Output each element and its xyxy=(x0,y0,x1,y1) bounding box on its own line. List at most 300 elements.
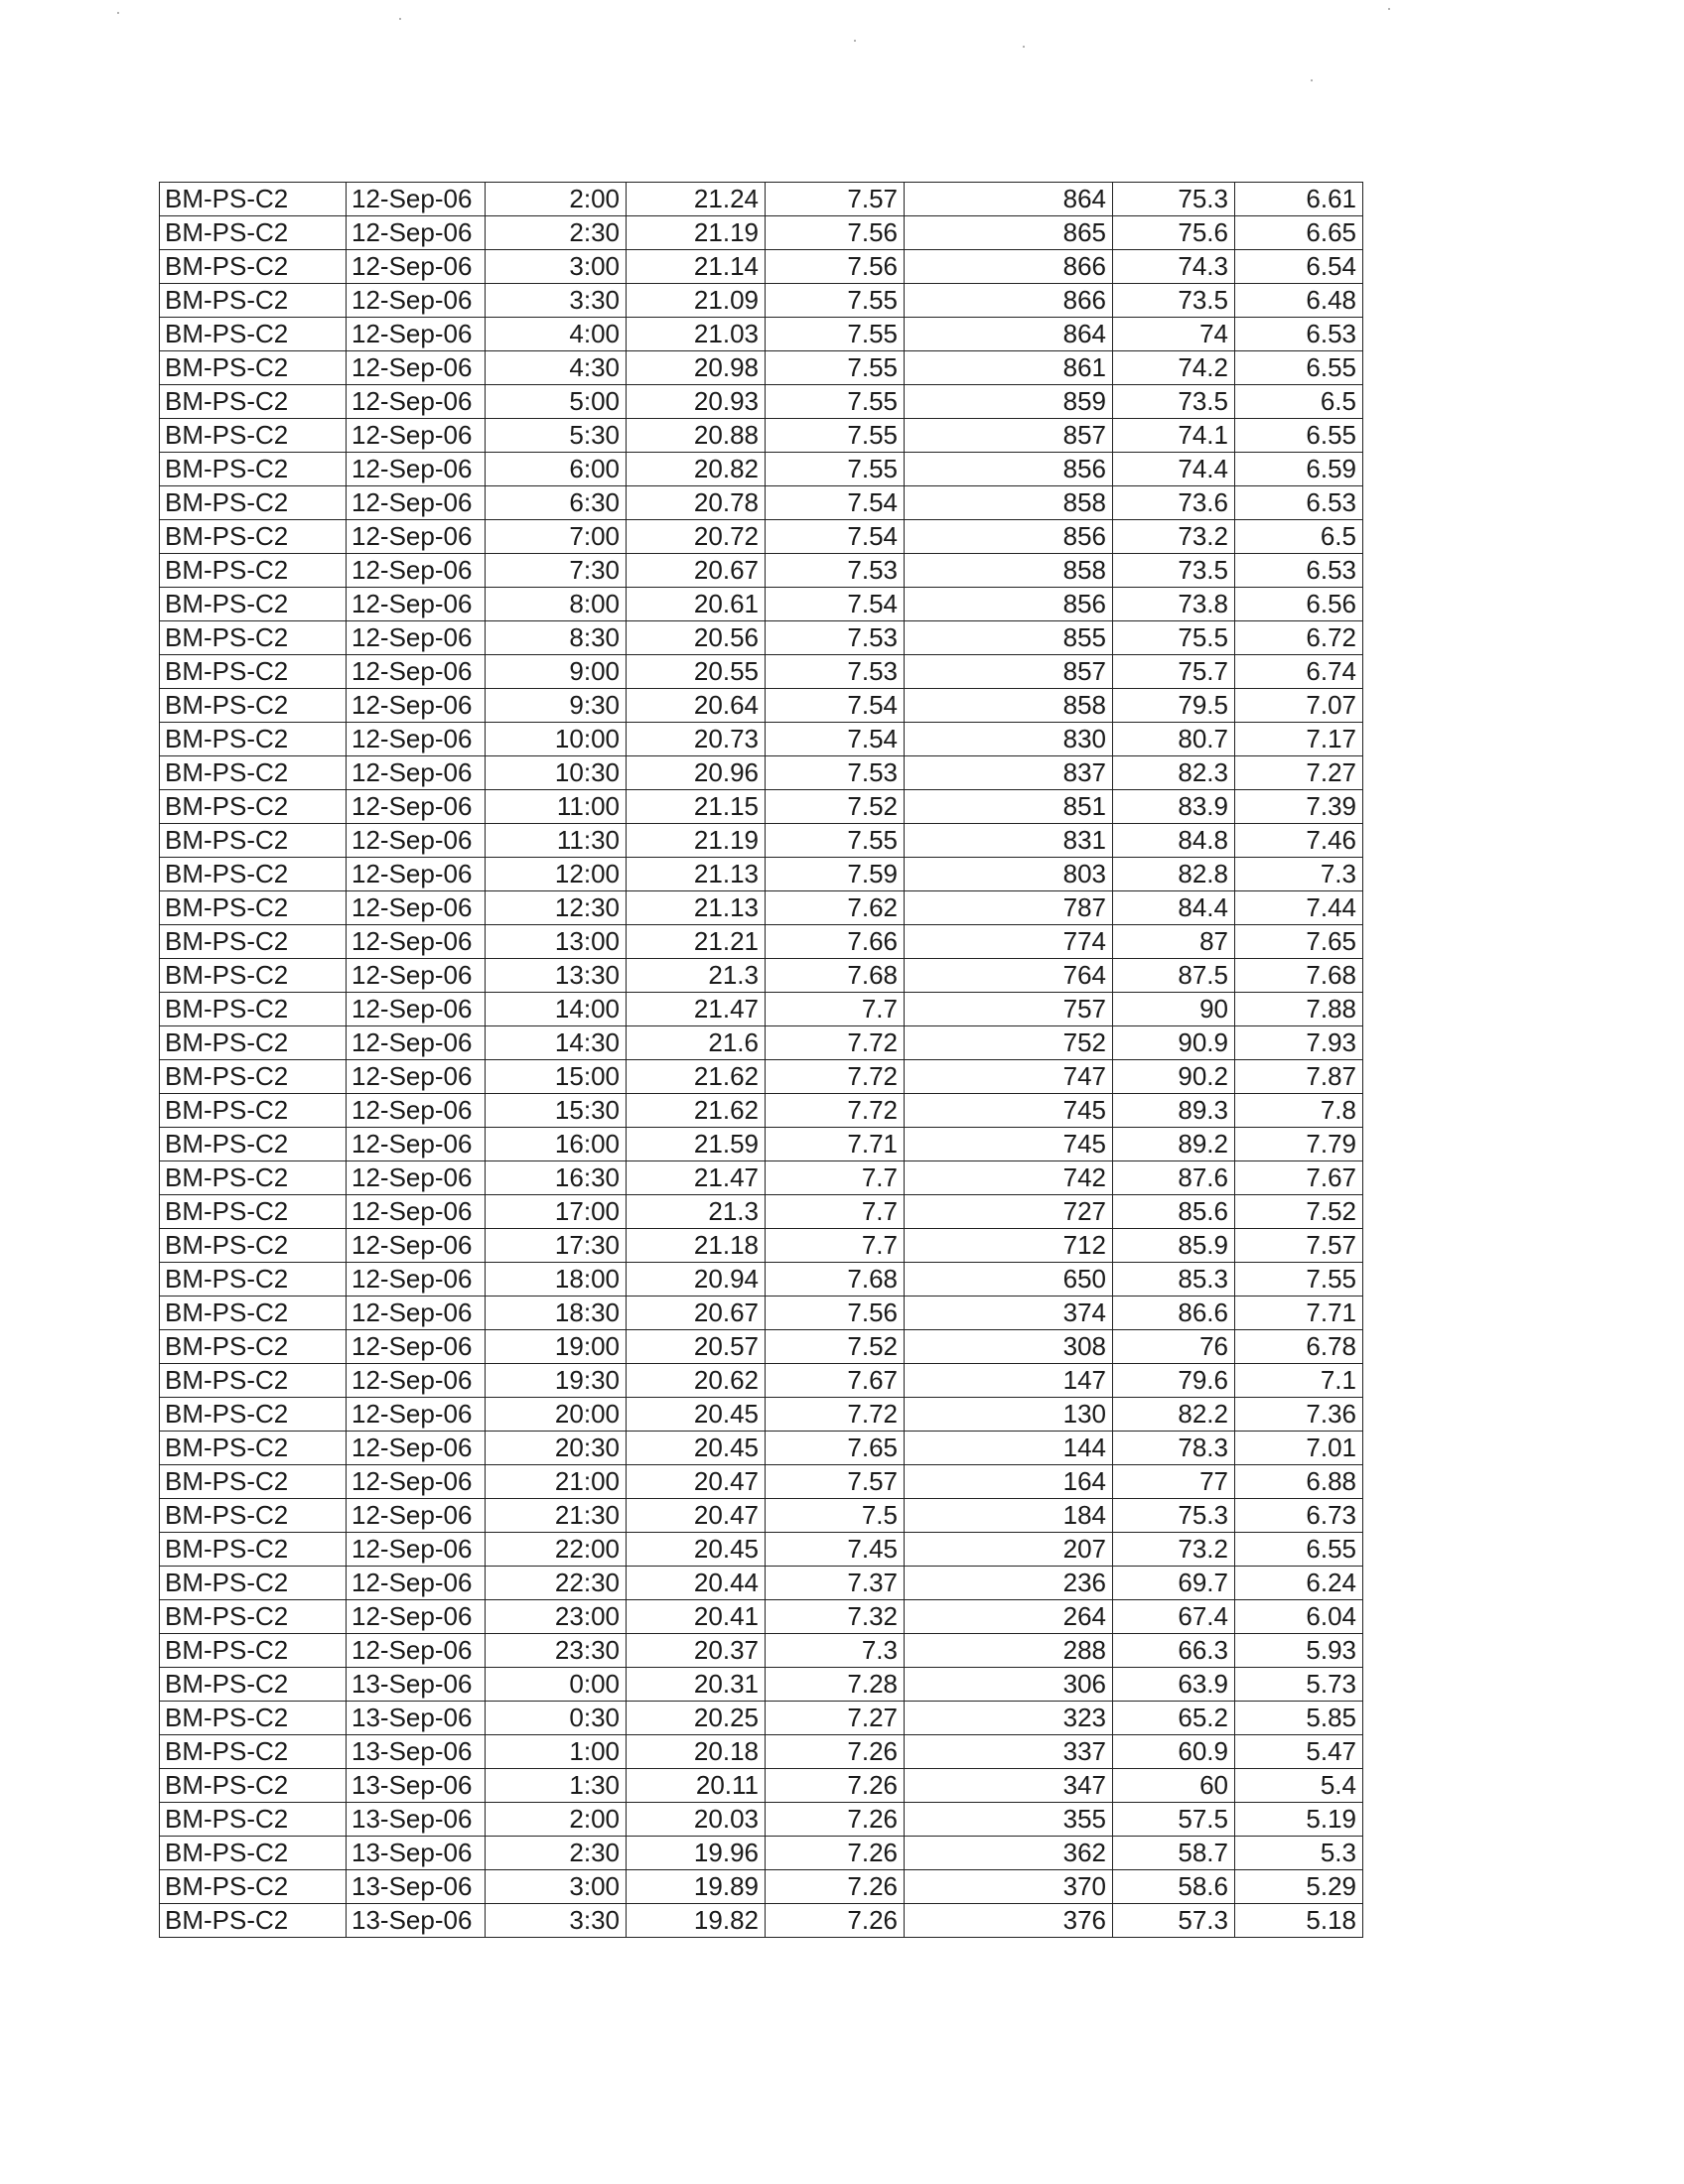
do-saturation-cell: 65.2 xyxy=(1113,1702,1235,1735)
date-cell: 12-Sep-06 xyxy=(347,554,486,588)
date-cell: 12-Sep-06 xyxy=(347,453,486,486)
conductivity-cell: 864 xyxy=(905,318,1113,351)
conductivity-cell: 858 xyxy=(905,689,1113,723)
table-row xyxy=(160,925,1363,959)
dissolved-oxygen-cell: 6.55 xyxy=(1235,351,1363,385)
time-cell: 20:00 xyxy=(486,1398,627,1432)
time-cell: 19:30 xyxy=(486,1364,627,1398)
dissolved-oxygen-cell: 7.39 xyxy=(1235,790,1363,824)
date-cell: 12-Sep-06 xyxy=(347,1600,486,1634)
temperature-cell: 21.18 xyxy=(627,1229,766,1263)
table-row xyxy=(160,790,1363,824)
date-cell: 12-Sep-06 xyxy=(347,520,486,554)
station-cell: BM-PS-C2 xyxy=(160,891,347,925)
station-cell: BM-PS-C2 xyxy=(160,453,347,486)
temperature-cell: 21.62 xyxy=(627,1060,766,1094)
time-cell: 7:30 xyxy=(486,554,627,588)
table-row xyxy=(160,1330,1363,1364)
date-cell: 12-Sep-06 xyxy=(347,655,486,689)
do-saturation-cell: 82.2 xyxy=(1113,1398,1235,1432)
dissolved-oxygen-cell: 6.48 xyxy=(1235,284,1363,318)
time-cell: 2:30 xyxy=(486,1837,627,1870)
ph-cell: 7.72 xyxy=(766,1398,905,1432)
do-saturation-cell: 73.5 xyxy=(1113,385,1235,419)
table-row xyxy=(160,284,1363,318)
table-row xyxy=(160,621,1363,655)
temperature-cell: 20.47 xyxy=(627,1499,766,1533)
do-saturation-cell: 57.3 xyxy=(1113,1904,1235,1938)
conductivity-cell: 858 xyxy=(905,486,1113,520)
conductivity-cell: 370 xyxy=(905,1870,1113,1904)
temperature-cell: 20.93 xyxy=(627,385,766,419)
time-cell: 23:00 xyxy=(486,1600,627,1634)
ph-cell: 7.57 xyxy=(766,1465,905,1499)
conductivity-cell: 144 xyxy=(905,1432,1113,1465)
time-cell: 6:30 xyxy=(486,486,627,520)
temperature-cell: 21.3 xyxy=(627,1195,766,1229)
temperature-cell: 20.82 xyxy=(627,453,766,486)
conductivity-cell: 837 xyxy=(905,756,1113,790)
station-cell: BM-PS-C2 xyxy=(160,824,347,858)
time-cell: 5:30 xyxy=(486,419,627,453)
station-cell: BM-PS-C2 xyxy=(160,1094,347,1128)
ph-cell: 7.7 xyxy=(766,1161,905,1195)
time-cell: 3:00 xyxy=(486,250,627,284)
temperature-cell: 21.24 xyxy=(627,183,766,216)
ph-cell: 7.72 xyxy=(766,1060,905,1094)
temperature-cell: 19.89 xyxy=(627,1870,766,1904)
do-saturation-cell: 90.9 xyxy=(1113,1026,1235,1060)
table-row xyxy=(160,1499,1363,1533)
temperature-cell: 20.62 xyxy=(627,1364,766,1398)
table-row xyxy=(160,1634,1363,1668)
date-cell: 12-Sep-06 xyxy=(347,1330,486,1364)
temperature-cell: 20.45 xyxy=(627,1533,766,1567)
date-cell: 12-Sep-06 xyxy=(347,858,486,891)
date-cell: 12-Sep-06 xyxy=(347,689,486,723)
dissolved-oxygen-cell: 6.56 xyxy=(1235,588,1363,621)
ph-cell: 7.26 xyxy=(766,1803,905,1837)
dissolved-oxygen-cell: 6.59 xyxy=(1235,453,1363,486)
station-cell: BM-PS-C2 xyxy=(160,1499,347,1533)
station-cell: BM-PS-C2 xyxy=(160,486,347,520)
table-row xyxy=(160,1026,1363,1060)
ph-cell: 7.55 xyxy=(766,318,905,351)
conductivity-cell: 864 xyxy=(905,183,1113,216)
do-saturation-cell: 75.6 xyxy=(1113,216,1235,250)
time-cell: 6:00 xyxy=(486,453,627,486)
conductivity-cell: 147 xyxy=(905,1364,1113,1398)
date-cell: 12-Sep-06 xyxy=(347,824,486,858)
temperature-cell: 20.67 xyxy=(627,554,766,588)
do-saturation-cell: 58.7 xyxy=(1113,1837,1235,1870)
ph-cell: 7.55 xyxy=(766,419,905,453)
temperature-cell: 21.13 xyxy=(627,891,766,925)
conductivity-cell: 859 xyxy=(905,385,1113,419)
table-row xyxy=(160,1769,1363,1803)
conductivity-cell: 858 xyxy=(905,554,1113,588)
dissolved-oxygen-cell: 7.8 xyxy=(1235,1094,1363,1128)
time-cell: 8:30 xyxy=(486,621,627,655)
date-cell: 13-Sep-06 xyxy=(347,1668,486,1702)
table-row xyxy=(160,655,1363,689)
ph-cell: 7.53 xyxy=(766,756,905,790)
dissolved-oxygen-cell: 7.07 xyxy=(1235,689,1363,723)
station-cell: BM-PS-C2 xyxy=(160,1533,347,1567)
scan-speck xyxy=(399,18,401,20)
dissolved-oxygen-cell: 6.65 xyxy=(1235,216,1363,250)
conductivity-cell: 323 xyxy=(905,1702,1113,1735)
time-cell: 2:00 xyxy=(486,1803,627,1837)
dissolved-oxygen-cell: 7.3 xyxy=(1235,858,1363,891)
do-saturation-cell: 60.9 xyxy=(1113,1735,1235,1769)
conductivity-cell: 376 xyxy=(905,1904,1113,1938)
do-saturation-cell: 75.7 xyxy=(1113,655,1235,689)
conductivity-cell: 752 xyxy=(905,1026,1113,1060)
dissolved-oxygen-cell: 6.73 xyxy=(1235,1499,1363,1533)
ph-cell: 7.28 xyxy=(766,1668,905,1702)
ph-cell: 7.26 xyxy=(766,1870,905,1904)
table-row xyxy=(160,250,1363,284)
time-cell: 12:30 xyxy=(486,891,627,925)
conductivity-cell: 747 xyxy=(905,1060,1113,1094)
dissolved-oxygen-cell: 6.54 xyxy=(1235,250,1363,284)
time-cell: 15:00 xyxy=(486,1060,627,1094)
station-cell: BM-PS-C2 xyxy=(160,858,347,891)
date-cell: 13-Sep-06 xyxy=(347,1870,486,1904)
temperature-cell: 21.09 xyxy=(627,284,766,318)
time-cell: 3:30 xyxy=(486,1904,627,1938)
ph-cell: 7.56 xyxy=(766,1297,905,1330)
dissolved-oxygen-cell: 7.79 xyxy=(1235,1128,1363,1161)
station-cell: BM-PS-C2 xyxy=(160,1364,347,1398)
scan-speck xyxy=(1388,8,1390,10)
do-saturation-cell: 78.3 xyxy=(1113,1432,1235,1465)
date-cell: 12-Sep-06 xyxy=(347,1567,486,1600)
station-cell: BM-PS-C2 xyxy=(160,1195,347,1229)
conductivity-cell: 264 xyxy=(905,1600,1113,1634)
ph-cell: 7.71 xyxy=(766,1128,905,1161)
station-cell: BM-PS-C2 xyxy=(160,1330,347,1364)
conductivity-cell: 757 xyxy=(905,993,1113,1026)
ph-cell: 7.67 xyxy=(766,1364,905,1398)
table-row xyxy=(160,318,1363,351)
table-row xyxy=(160,588,1363,621)
date-cell: 12-Sep-06 xyxy=(347,1026,486,1060)
table-row xyxy=(160,1904,1363,1938)
do-saturation-cell: 67.4 xyxy=(1113,1600,1235,1634)
date-cell: 13-Sep-06 xyxy=(347,1735,486,1769)
do-saturation-cell: 58.6 xyxy=(1113,1870,1235,1904)
time-cell: 13:00 xyxy=(486,925,627,959)
date-cell: 12-Sep-06 xyxy=(347,419,486,453)
dissolved-oxygen-cell: 7.65 xyxy=(1235,925,1363,959)
temperature-cell: 20.37 xyxy=(627,1634,766,1668)
conductivity-cell: 831 xyxy=(905,824,1113,858)
temperature-cell: 20.57 xyxy=(627,1330,766,1364)
do-saturation-cell: 85.9 xyxy=(1113,1229,1235,1263)
date-cell: 13-Sep-06 xyxy=(347,1702,486,1735)
conductivity-cell: 347 xyxy=(905,1769,1113,1803)
station-cell: BM-PS-C2 xyxy=(160,655,347,689)
conductivity-cell: 851 xyxy=(905,790,1113,824)
station-cell: BM-PS-C2 xyxy=(160,1735,347,1769)
do-saturation-cell: 74 xyxy=(1113,318,1235,351)
station-cell: BM-PS-C2 xyxy=(160,1769,347,1803)
temperature-cell: 20.56 xyxy=(627,621,766,655)
temperature-cell: 21.62 xyxy=(627,1094,766,1128)
temperature-cell: 21.03 xyxy=(627,318,766,351)
conductivity-cell: 712 xyxy=(905,1229,1113,1263)
time-cell: 18:30 xyxy=(486,1297,627,1330)
do-saturation-cell: 57.5 xyxy=(1113,1803,1235,1837)
ph-cell: 7.26 xyxy=(766,1837,905,1870)
temperature-cell: 20.94 xyxy=(627,1263,766,1297)
table-row xyxy=(160,756,1363,790)
temperature-cell: 20.78 xyxy=(627,486,766,520)
do-saturation-cell: 74.3 xyxy=(1113,250,1235,284)
date-cell: 12-Sep-06 xyxy=(347,1060,486,1094)
temperature-cell: 21.3 xyxy=(627,959,766,993)
temperature-cell: 20.64 xyxy=(627,689,766,723)
dissolved-oxygen-cell: 6.55 xyxy=(1235,1533,1363,1567)
time-cell: 9:30 xyxy=(486,689,627,723)
data-table xyxy=(159,182,1363,1938)
dissolved-oxygen-cell: 7.44 xyxy=(1235,891,1363,925)
do-saturation-cell: 89.3 xyxy=(1113,1094,1235,1128)
table-row xyxy=(160,1195,1363,1229)
table-row xyxy=(160,723,1363,756)
temperature-cell: 20.25 xyxy=(627,1702,766,1735)
conductivity-cell: 787 xyxy=(905,891,1113,925)
table-row xyxy=(160,689,1363,723)
do-saturation-cell: 85.6 xyxy=(1113,1195,1235,1229)
table-row xyxy=(160,554,1363,588)
conductivity-cell: 337 xyxy=(905,1735,1113,1769)
scan-speck xyxy=(1311,79,1313,81)
station-cell: BM-PS-C2 xyxy=(160,1465,347,1499)
date-cell: 13-Sep-06 xyxy=(347,1803,486,1837)
do-saturation-cell: 75.3 xyxy=(1113,183,1235,216)
dissolved-oxygen-cell: 6.53 xyxy=(1235,318,1363,351)
time-cell: 10:30 xyxy=(486,756,627,790)
date-cell: 12-Sep-06 xyxy=(347,1195,486,1229)
temperature-cell: 20.45 xyxy=(627,1398,766,1432)
station-cell: BM-PS-C2 xyxy=(160,689,347,723)
table-row xyxy=(160,1263,1363,1297)
date-cell: 12-Sep-06 xyxy=(347,959,486,993)
station-cell: BM-PS-C2 xyxy=(160,1904,347,1938)
do-saturation-cell: 73.8 xyxy=(1113,588,1235,621)
ph-cell: 7.55 xyxy=(766,385,905,419)
ph-cell: 7.72 xyxy=(766,1094,905,1128)
station-cell: BM-PS-C2 xyxy=(160,216,347,250)
table-row xyxy=(160,1837,1363,1870)
ph-cell: 7.52 xyxy=(766,790,905,824)
ph-cell: 7.26 xyxy=(766,1769,905,1803)
do-saturation-cell: 82.3 xyxy=(1113,756,1235,790)
conductivity-cell: 374 xyxy=(905,1297,1113,1330)
temperature-cell: 20.11 xyxy=(627,1769,766,1803)
conductivity-cell: 742 xyxy=(905,1161,1113,1195)
dissolved-oxygen-cell: 6.72 xyxy=(1235,621,1363,655)
station-cell: BM-PS-C2 xyxy=(160,756,347,790)
conductivity-cell: 727 xyxy=(905,1195,1113,1229)
do-saturation-cell: 83.9 xyxy=(1113,790,1235,824)
table-row xyxy=(160,891,1363,925)
do-saturation-cell: 87.6 xyxy=(1113,1161,1235,1195)
dissolved-oxygen-cell: 7.17 xyxy=(1235,723,1363,756)
date-cell: 12-Sep-06 xyxy=(347,1634,486,1668)
temperature-cell: 20.45 xyxy=(627,1432,766,1465)
ph-cell: 7.55 xyxy=(766,824,905,858)
temperature-cell: 21.19 xyxy=(627,216,766,250)
do-saturation-cell: 82.8 xyxy=(1113,858,1235,891)
table-row xyxy=(160,1398,1363,1432)
ph-cell: 7.54 xyxy=(766,689,905,723)
dissolved-oxygen-cell: 7.68 xyxy=(1235,959,1363,993)
table-row xyxy=(160,1297,1363,1330)
dissolved-oxygen-cell: 5.18 xyxy=(1235,1904,1363,1938)
temperature-cell: 20.96 xyxy=(627,756,766,790)
time-cell: 2:30 xyxy=(486,216,627,250)
dissolved-oxygen-cell: 5.85 xyxy=(1235,1702,1363,1735)
do-saturation-cell: 77 xyxy=(1113,1465,1235,1499)
table-row xyxy=(160,1870,1363,1904)
table-row xyxy=(160,453,1363,486)
conductivity-cell: 830 xyxy=(905,723,1113,756)
conductivity-cell: 774 xyxy=(905,925,1113,959)
ph-cell: 7.7 xyxy=(766,1195,905,1229)
conductivity-cell: 764 xyxy=(905,959,1113,993)
do-saturation-cell: 87 xyxy=(1113,925,1235,959)
time-cell: 20:30 xyxy=(486,1432,627,1465)
station-cell: BM-PS-C2 xyxy=(160,959,347,993)
conductivity-cell: 130 xyxy=(905,1398,1113,1432)
station-cell: BM-PS-C2 xyxy=(160,1026,347,1060)
date-cell: 12-Sep-06 xyxy=(347,1465,486,1499)
date-cell: 13-Sep-06 xyxy=(347,1904,486,1938)
date-cell: 12-Sep-06 xyxy=(347,1263,486,1297)
do-saturation-cell: 87.5 xyxy=(1113,959,1235,993)
date-cell: 13-Sep-06 xyxy=(347,1769,486,1803)
ph-cell: 7.7 xyxy=(766,1229,905,1263)
time-cell: 14:00 xyxy=(486,993,627,1026)
station-cell: BM-PS-C2 xyxy=(160,1870,347,1904)
time-cell: 16:00 xyxy=(486,1128,627,1161)
dissolved-oxygen-cell: 7.67 xyxy=(1235,1161,1363,1195)
date-cell: 12-Sep-06 xyxy=(347,1128,486,1161)
time-cell: 7:00 xyxy=(486,520,627,554)
dissolved-oxygen-cell: 7.93 xyxy=(1235,1026,1363,1060)
station-cell: BM-PS-C2 xyxy=(160,1060,347,1094)
do-saturation-cell: 73.6 xyxy=(1113,486,1235,520)
table-row xyxy=(160,1229,1363,1263)
station-cell: BM-PS-C2 xyxy=(160,1803,347,1837)
time-cell: 5:00 xyxy=(486,385,627,419)
ph-cell: 7.7 xyxy=(766,993,905,1026)
temperature-cell: 21.47 xyxy=(627,993,766,1026)
station-cell: BM-PS-C2 xyxy=(160,588,347,621)
date-cell: 12-Sep-06 xyxy=(347,250,486,284)
conductivity-cell: 866 xyxy=(905,284,1113,318)
date-cell: 12-Sep-06 xyxy=(347,891,486,925)
table-body xyxy=(160,183,1363,1938)
date-cell: 12-Sep-06 xyxy=(347,621,486,655)
temperature-cell: 20.31 xyxy=(627,1668,766,1702)
station-cell: BM-PS-C2 xyxy=(160,1600,347,1634)
dissolved-oxygen-cell: 5.47 xyxy=(1235,1735,1363,1769)
do-saturation-cell: 73.2 xyxy=(1113,1533,1235,1567)
temperature-cell: 20.98 xyxy=(627,351,766,385)
date-cell: 12-Sep-06 xyxy=(347,790,486,824)
temperature-cell: 21.6 xyxy=(627,1026,766,1060)
conductivity-cell: 861 xyxy=(905,351,1113,385)
temperature-cell: 20.18 xyxy=(627,1735,766,1769)
time-cell: 0:30 xyxy=(486,1702,627,1735)
dissolved-oxygen-cell: 5.73 xyxy=(1235,1668,1363,1702)
station-cell: BM-PS-C2 xyxy=(160,385,347,419)
ph-cell: 7.37 xyxy=(766,1567,905,1600)
temperature-cell: 21.13 xyxy=(627,858,766,891)
ph-cell: 7.65 xyxy=(766,1432,905,1465)
time-cell: 1:00 xyxy=(486,1735,627,1769)
do-saturation-cell: 73.5 xyxy=(1113,554,1235,588)
dissolved-oxygen-cell: 7.57 xyxy=(1235,1229,1363,1263)
ph-cell: 7.54 xyxy=(766,486,905,520)
date-cell: 12-Sep-06 xyxy=(347,318,486,351)
time-cell: 23:30 xyxy=(486,1634,627,1668)
time-cell: 22:00 xyxy=(486,1533,627,1567)
do-saturation-cell: 74.4 xyxy=(1113,453,1235,486)
station-cell: BM-PS-C2 xyxy=(160,790,347,824)
station-cell: BM-PS-C2 xyxy=(160,993,347,1026)
ph-cell: 7.54 xyxy=(766,723,905,756)
dissolved-oxygen-cell: 5.93 xyxy=(1235,1634,1363,1668)
conductivity-cell: 745 xyxy=(905,1128,1113,1161)
station-cell: BM-PS-C2 xyxy=(160,1837,347,1870)
dissolved-oxygen-cell: 7.87 xyxy=(1235,1060,1363,1094)
do-saturation-cell: 76 xyxy=(1113,1330,1235,1364)
time-cell: 18:00 xyxy=(486,1263,627,1297)
conductivity-cell: 803 xyxy=(905,858,1113,891)
time-cell: 17:30 xyxy=(486,1229,627,1263)
time-cell: 12:00 xyxy=(486,858,627,891)
station-cell: BM-PS-C2 xyxy=(160,1229,347,1263)
temperature-cell: 21.15 xyxy=(627,790,766,824)
time-cell: 1:30 xyxy=(486,1769,627,1803)
table-row xyxy=(160,419,1363,453)
do-saturation-cell: 66.3 xyxy=(1113,1634,1235,1668)
dissolved-oxygen-cell: 5.3 xyxy=(1235,1837,1363,1870)
table-row xyxy=(160,1465,1363,1499)
date-cell: 12-Sep-06 xyxy=(347,1297,486,1330)
conductivity-cell: 857 xyxy=(905,419,1113,453)
station-cell: BM-PS-C2 xyxy=(160,1702,347,1735)
station-cell: BM-PS-C2 xyxy=(160,419,347,453)
station-cell: BM-PS-C2 xyxy=(160,318,347,351)
scan-speck xyxy=(854,40,856,42)
table-row xyxy=(160,1094,1363,1128)
dissolved-oxygen-cell: 6.55 xyxy=(1235,419,1363,453)
table-row xyxy=(160,520,1363,554)
dissolved-oxygen-cell: 6.04 xyxy=(1235,1600,1363,1634)
do-saturation-cell: 74.1 xyxy=(1113,419,1235,453)
temperature-cell: 21.47 xyxy=(627,1161,766,1195)
dissolved-oxygen-cell: 6.5 xyxy=(1235,385,1363,419)
ph-cell: 7.59 xyxy=(766,858,905,891)
ph-cell: 7.55 xyxy=(766,453,905,486)
